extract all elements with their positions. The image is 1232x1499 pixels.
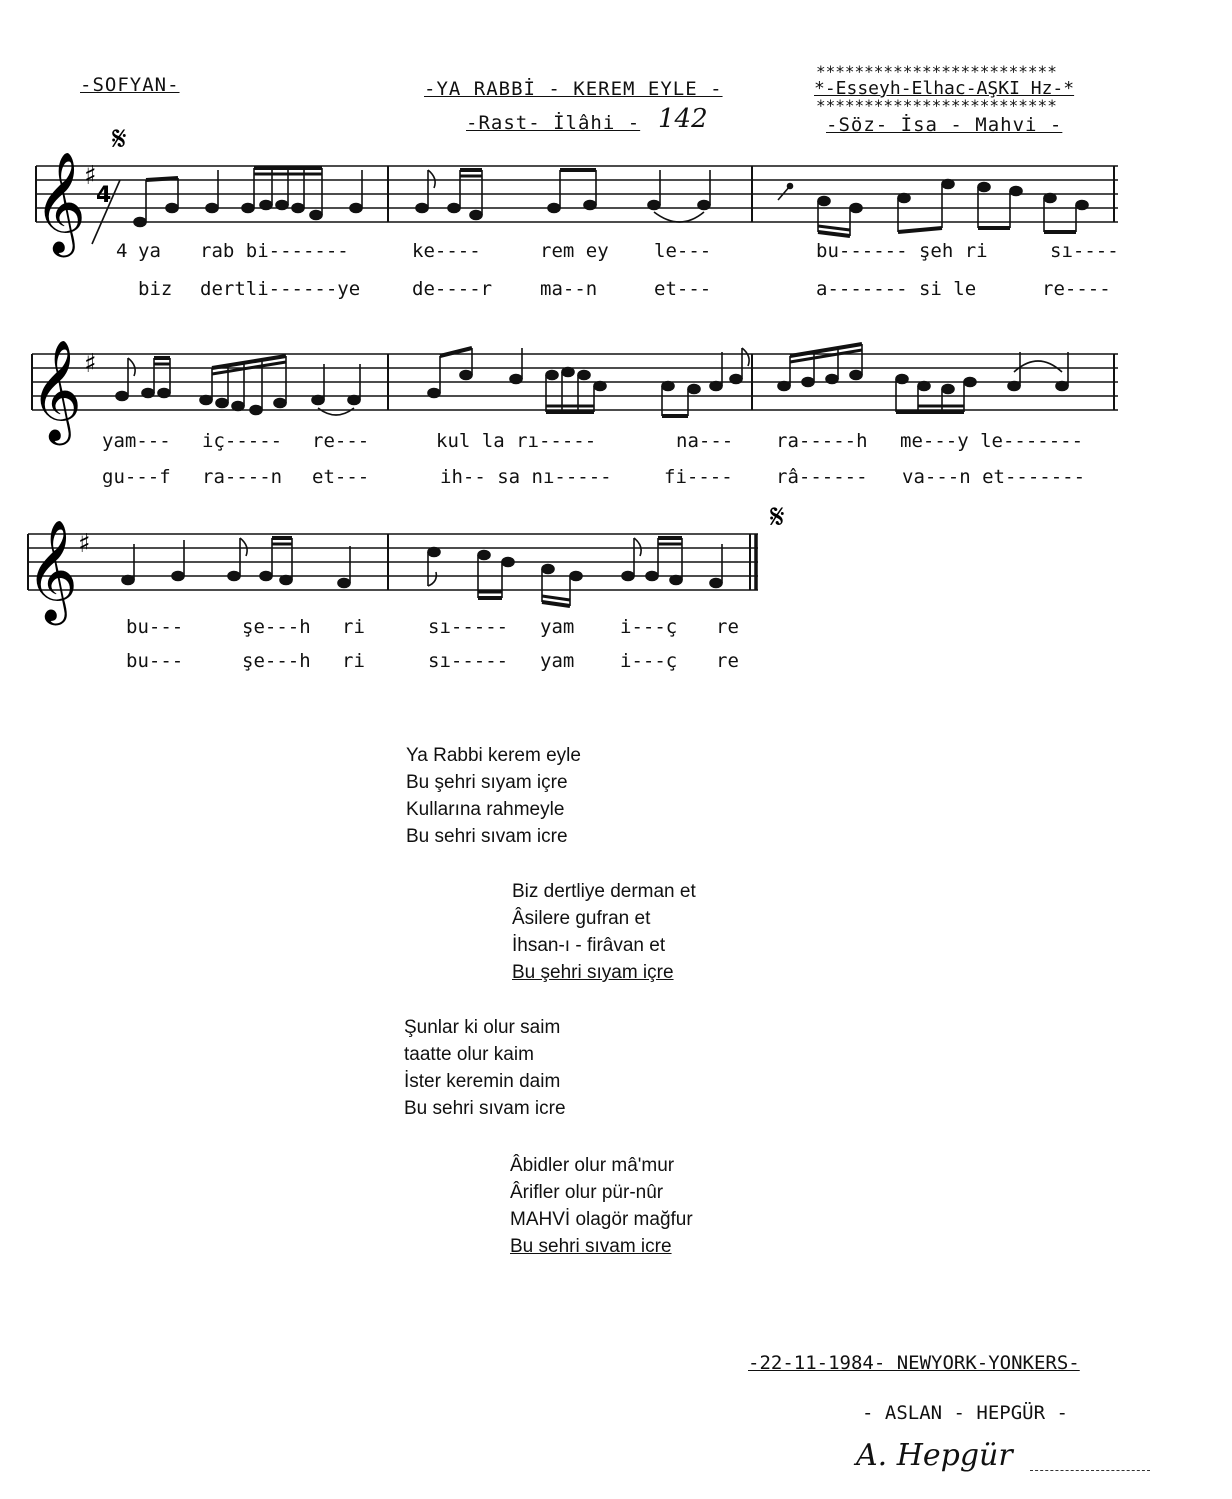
lyric-syllable: yam (540, 616, 575, 638)
treble-clef-icon: 𝄞 (30, 338, 83, 441)
lyric-syllable: i---ç (620, 616, 678, 638)
poem-line: Bu şehri sıyam içre (406, 772, 568, 793)
poem-line: Âbidler olur mâ'mur (510, 1155, 675, 1176)
lyricist-label: -Söz- İsa - Mahvi - (826, 114, 1063, 136)
lyric-syllable: le--- (654, 240, 712, 262)
staff-lines (28, 534, 758, 590)
lyric-syllable: rab bi------- (200, 240, 349, 262)
lyric-syllable: me---y le------- (900, 430, 1084, 452)
date-place: -22-11-1984- NEWYORK-YONKERS- (748, 1352, 1080, 1374)
staff-system-3 (0, 497, 1232, 621)
poem-line: İster keremin daim (404, 1071, 561, 1092)
lyric-syllable: gu---f (102, 466, 171, 488)
lyric-syllable: na--- (676, 430, 734, 452)
lyric-syllable: bu------ şeh ri (816, 240, 988, 262)
staff-lines (32, 354, 1118, 410)
signature: A. Hepgür (856, 1438, 1013, 1473)
lyric-syllable: re (716, 616, 739, 638)
poem-line: taatte olur kaim (404, 1044, 534, 1065)
poem-line: Kullarına rahmeyle (406, 799, 565, 820)
poem-line: Bu sehri sıvam icre (406, 826, 568, 847)
time-signature-top: 4 (96, 183, 112, 208)
notes-system-1 (134, 168, 1088, 236)
lyric-syllable: ih-- sa nı----- (440, 466, 612, 488)
lyric-syllable: sı---- (1050, 240, 1119, 262)
lyric-syllable: ra-----h (776, 430, 868, 452)
treble-clef-icon: 𝄞 (26, 518, 79, 621)
treble-clef-icon: 𝄞 (34, 150, 87, 253)
lyric-syllable: a------- si le (816, 278, 977, 300)
lyric-syllable: sı----- (428, 616, 509, 638)
stars-bottom: ************************* (816, 96, 1057, 115)
poem-line: Âsilere gufran et (512, 908, 651, 929)
staff-lines (36, 166, 1118, 222)
lyric-syllable: re---- (1042, 278, 1111, 300)
song-subtitle: -Rast- İlâhi - (466, 112, 641, 134)
sharp-icon: ♯ (78, 529, 91, 559)
song-title: -YA RABBİ - KEREM EYLE - (424, 78, 723, 100)
lyric-syllable: ke---- (412, 240, 481, 262)
author-name: - ASLAN - HEPGÜR - (862, 1402, 1068, 1424)
lyric-syllable: yam--- (102, 430, 171, 452)
poem-line: Biz dertliye derman et (512, 881, 696, 902)
poem-stanza-3 (404, 1014, 566, 1122)
lyric-syllable: şe---h (242, 650, 311, 672)
poem-line: Bu sehri sıvam icre (510, 1236, 672, 1257)
lyric-syllable: de----r (412, 278, 493, 300)
lyric-syllable: şe---h (242, 616, 311, 638)
lyric-syllable: iç----- (202, 430, 283, 452)
signature-line (1030, 1470, 1150, 1471)
lyric-syllable: râ------ (776, 466, 868, 488)
stars-top: ************************* (816, 62, 1057, 81)
lyric-syllable: i---ç (620, 650, 678, 672)
poem-line: Bu şehri sıyam içre (512, 962, 674, 983)
lyric-syllable: fi---- (664, 466, 733, 488)
lyric-syllable: rem ey (540, 240, 609, 262)
poem-line: Bu sehri sıvam icre (404, 1098, 566, 1119)
time-signature-bottom: 4 (116, 240, 128, 262)
page-number: 142 (658, 104, 708, 134)
lyric-syllable: kul la rı----- (436, 430, 597, 452)
poem-line: İhsan-ı - firâvan et (512, 935, 666, 956)
lyric-syllable: et--- (654, 278, 712, 300)
sharp-icon: ♯ (84, 349, 97, 379)
poem-line: Ya Rabbi kerem eyle (406, 745, 581, 766)
sharp-icon: ♯ (84, 161, 97, 191)
lyric-syllable: ra----n (202, 466, 283, 488)
poem-line: Ârifler olur pür-nûr (510, 1182, 664, 1203)
lyric-syllable: re--- (312, 430, 370, 452)
composer-label: *-Esseyh-Elhac-AŞKI Hz-* (814, 78, 1075, 99)
lyric-syllable: ri (342, 650, 365, 672)
lyric-syllable: re (716, 650, 739, 672)
lyric-syllable: ma--n (540, 278, 598, 300)
poem-stanza-1 (406, 742, 581, 850)
lyric-syllable: ya (138, 240, 161, 262)
lyric-syllable: bu--- (126, 616, 184, 638)
segno-icon: 𝄋 (770, 497, 785, 537)
lyric-syllable: biz (138, 278, 173, 300)
lyric-syllable: bu--- (126, 650, 184, 672)
lyric-syllable: yam (540, 650, 575, 672)
poem-stanza-2 (512, 878, 696, 986)
lyric-syllable: sı----- (428, 650, 509, 672)
lyric-syllable: dertli------ye (200, 278, 361, 300)
poem-line: Şunlar ki olur saim (404, 1017, 561, 1038)
segno-icon: 𝄋 (112, 119, 127, 159)
poem-stanza-4 (510, 1152, 693, 1260)
lyric-syllable: et--- (312, 466, 370, 488)
makam-usul-label: -SOFYAN- (80, 74, 180, 96)
lyric-syllable: ri (342, 616, 365, 638)
poem-line: MAHVİ olagör mağfur (510, 1209, 693, 1230)
lyric-syllable: va---n et------- (902, 466, 1086, 488)
